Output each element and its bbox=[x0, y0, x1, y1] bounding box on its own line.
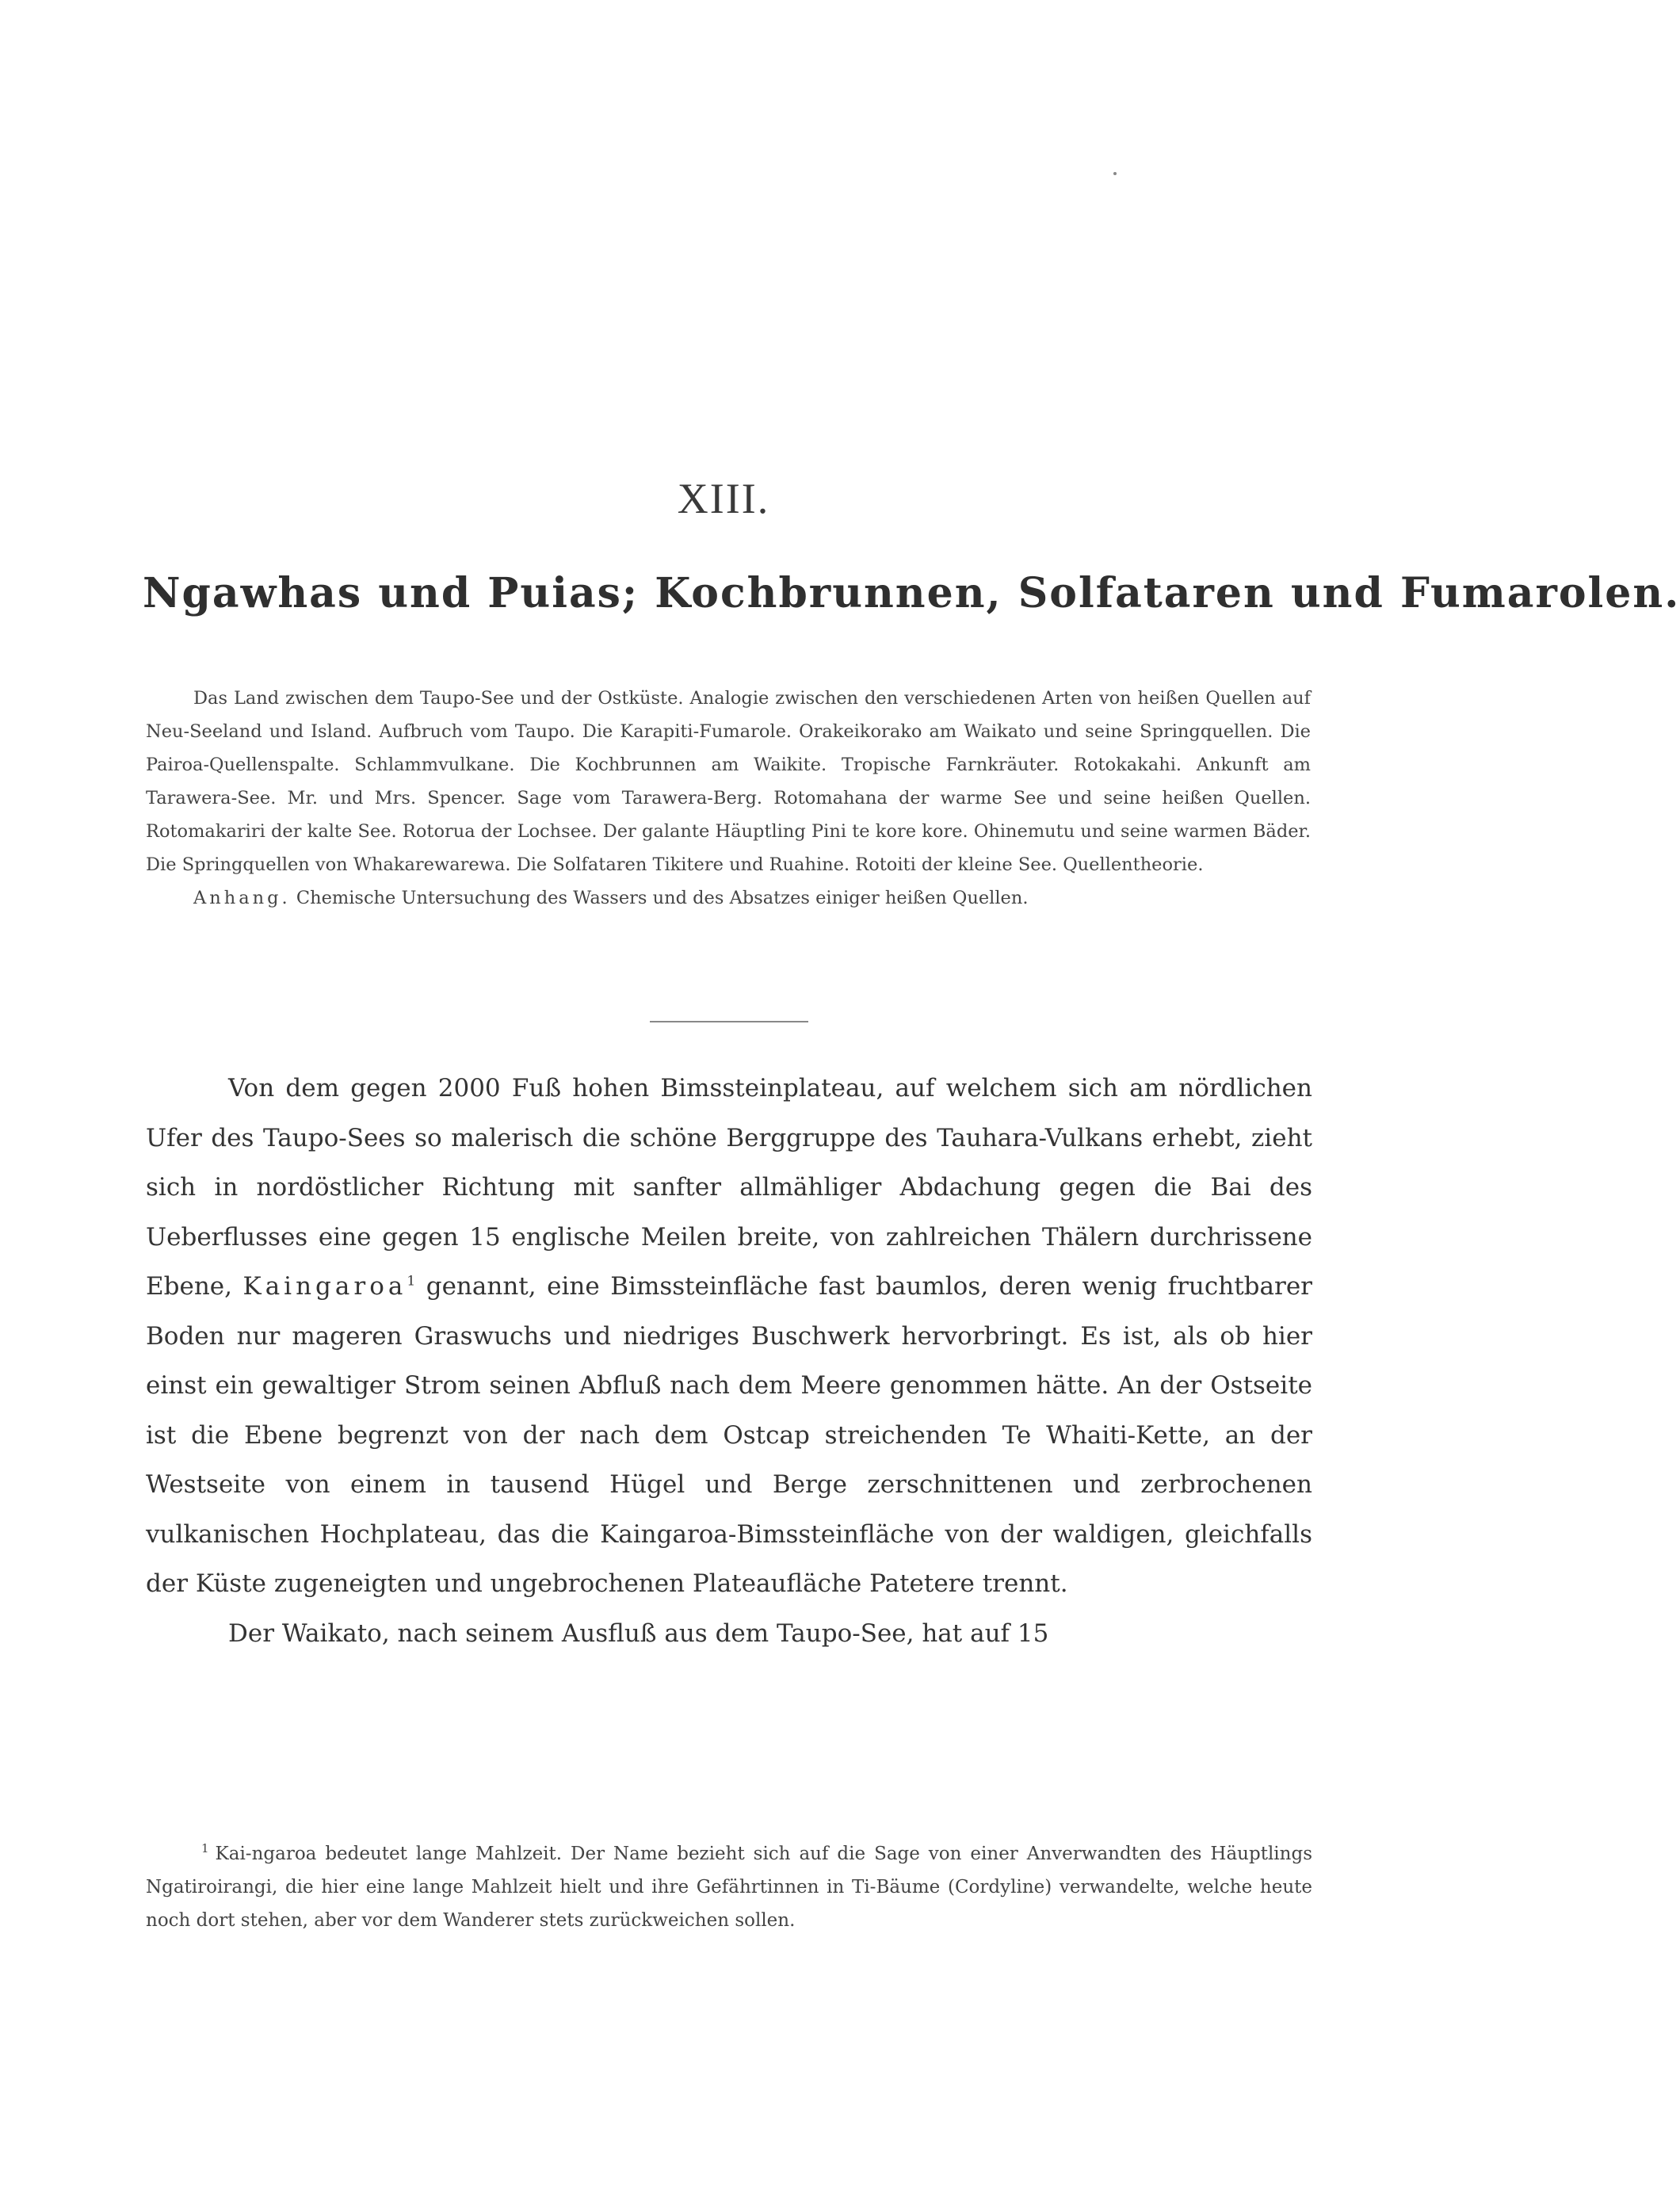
summary-paragraph: Das Land zwischen dem Taupo-See und der Ostküste. Analogie zwischen den verschiedenen Arten von heißen Quellen auf Neu-Seeland und Island. Aufbruch vom Taupo. Die Karapiti-Fumarole. Orakeikorako am Waikato und seine Springquellen. Die Pairoa-Quellenspalte. Schlammvulkane. Die Kochbrunnen am Waikite. Tropische Farnkräuter. Rotokakahi. Ankunft am Tarawera-See. Mr. und Mrs. Spencer. Sage vom Tarawera-Berg. Rotomahana der warme See und seine heißen Quellen. Rotomakariri der kalte See. Rotorua der Lochsee. Der galante Häuptling Pini te kore kore. Ohinemutu und seine warmen Bäder. Die Springquellen von Whakarewarewa. Die Solfataren Tikitere und Ruahine. Rotoiti der kleine See. Quellentheorie. bbox=[146, 688, 1311, 875]
chapter-title: Ngawhas und Puias; Kochbrunnen, Solfataren und Fumarolen. bbox=[143, 569, 1680, 617]
body-paragraph-1-start: Von dem gegen 2000 Fuß hohen Bimssteinplateau, auf welchem sich am nördlichen Ufer des Taupo-Sees so malerisch die schöne Berggruppe des Tauhara-Vulkans erhebt, zieht sich in nordöstlicher Richtung mit sanfter allmähliger Abdachung gegen die Bai des Ueberflusses eine gegen 15 englische Meilen breite, von zahlreichen Thälern durchrissene Ebene, bbox=[146, 1074, 1312, 1301]
footnote-term: Kai-ngaroa bbox=[215, 1844, 317, 1864]
print-speck bbox=[1113, 172, 1117, 175]
chapter-number: XIII. bbox=[677, 475, 770, 522]
section-divider bbox=[650, 1021, 808, 1022]
appendix-label: Anhang. bbox=[193, 888, 291, 908]
footnote-text: bedeutet lange Mahlzeit. Der Name bezieht sich auf die Sage von einer Anverwandten des Häuptlings Ngatiroirangi, die hier eine lange Mahlzeit hielt und ihre Gefährtinnen in Ti-Bäume (Cordyline) verwandelte, welche heute noch dort stehen, aber vor dem Wanderer stets zurückweichen sollen. bbox=[146, 1844, 1312, 1931]
footnote-marker: 1 bbox=[201, 1841, 209, 1856]
footnote-reference[interactable]: 1 bbox=[407, 1273, 416, 1290]
chapter-summary bbox=[146, 682, 1311, 915]
body-text bbox=[146, 1064, 1312, 1658]
appendix-paragraph bbox=[146, 881, 1311, 915]
body-paragraph-1-end: genannt, eine Bimssteinfläche fast baumlos, deren wenig fruchtbarer Boden nur mageren Graswuchs und niedriges Buschwerk hervorbringt. Es ist, als ob hier einst ein gewaltiger Strom seinen Abfluß nach dem Meere genommen hätte. An der Ostseite ist die Ebene begrenzt von der nach dem Ostcap streichenden Te Whaiti-Kette, an der Westseite von einem in tausend Hügel und Berge zerschnittenen und zerbrochenen vulkanischen Hochplateau, das die Kaingaroa-Bimssteinfläche von der waldigen, gleichfalls der Küste zugeneigten und ungebrochenen Plateaufläche Patetere trennt. bbox=[146, 1272, 1312, 1598]
place-name-kaingaroa: Kaingaroa bbox=[242, 1272, 407, 1301]
body-paragraph-2: Der Waikato, nach seinem Ausfluß aus dem Taupo-See, hat auf 15 bbox=[228, 1618, 1049, 1648]
footnote bbox=[146, 1837, 1312, 1937]
appendix-text: Chemische Untersuchung des Wassers und des Absatzes einiger heißen Quellen. bbox=[296, 888, 1029, 908]
body-paragraph-1 bbox=[146, 1064, 1312, 1609]
footnote-paragraph bbox=[146, 1837, 1312, 1937]
